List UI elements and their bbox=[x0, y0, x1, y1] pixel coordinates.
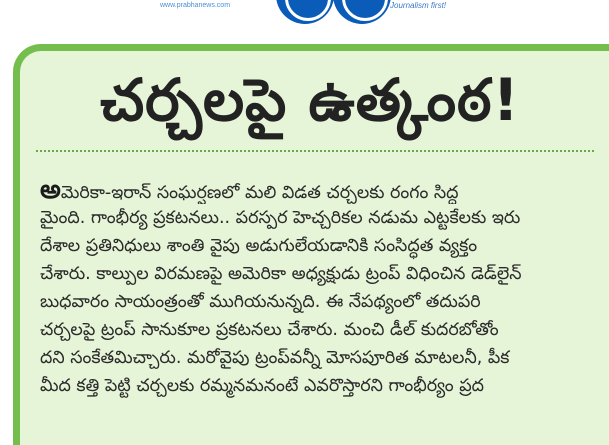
headline-divider bbox=[36, 150, 594, 152]
body-line: మీద కత్తి పెట్టి చర్చలకు రమ్మనమనంటే ఎవరొస్తారని గాంభీర్యం ప్రద bbox=[40, 376, 485, 396]
article-headline: చర్చలపై ఉత్కంఠ! bbox=[100, 66, 520, 134]
body-line: చర్చలపై ట్రంప్ సానుకూల ప్రకటనలు చేశారు. మంచి డీల్ కుదరబోతోం bbox=[40, 320, 499, 340]
article-body bbox=[40, 176, 596, 400]
body-line: బుధవారం సాయంత్రంతో ముగియనున్నది. ఈ నేపథ్యంలో తదుపరి bbox=[40, 292, 481, 312]
site-url: www.prabhanews.com bbox=[160, 2, 231, 9]
site-tagline: Journalism first! bbox=[390, 1, 447, 10]
body-line bbox=[40, 176, 596, 204]
body-line: మైంది. గాంభీర్య ప్రకటనలు.. పరస్పర హెచ్చరికల నడుమ ఎట్టకేలకు ఇరు bbox=[40, 208, 521, 228]
body-line-text: మెరికా-ఇరాన్ సంఘర్షణలో మలి విడత చర్చలకు రంగం సిద్ధ bbox=[60, 183, 459, 203]
body-line: దేశాల ప్రతినిధులు శాంతి వైపు అడుగులేయడానికి సంసిద్ధత వ్యక్తం bbox=[40, 236, 478, 256]
masthead bbox=[0, 0, 609, 22]
logo-circle-left bbox=[276, 0, 334, 24]
drop-cap: అ bbox=[40, 176, 61, 204]
body-line: చేశారు. కాల్పుల విరమణపై అమెరికా అధ్యక్షుడు ట్రంప్ విధించిన డెడ్‌లైన్ bbox=[40, 264, 522, 284]
body-line: దని సంకేతమిచ్చారు. మరోవైపు ట్రంప్‌వన్నీ మోసపూరిత మాటలనీ, పీక bbox=[40, 348, 510, 368]
logo-circle-right bbox=[333, 0, 391, 24]
